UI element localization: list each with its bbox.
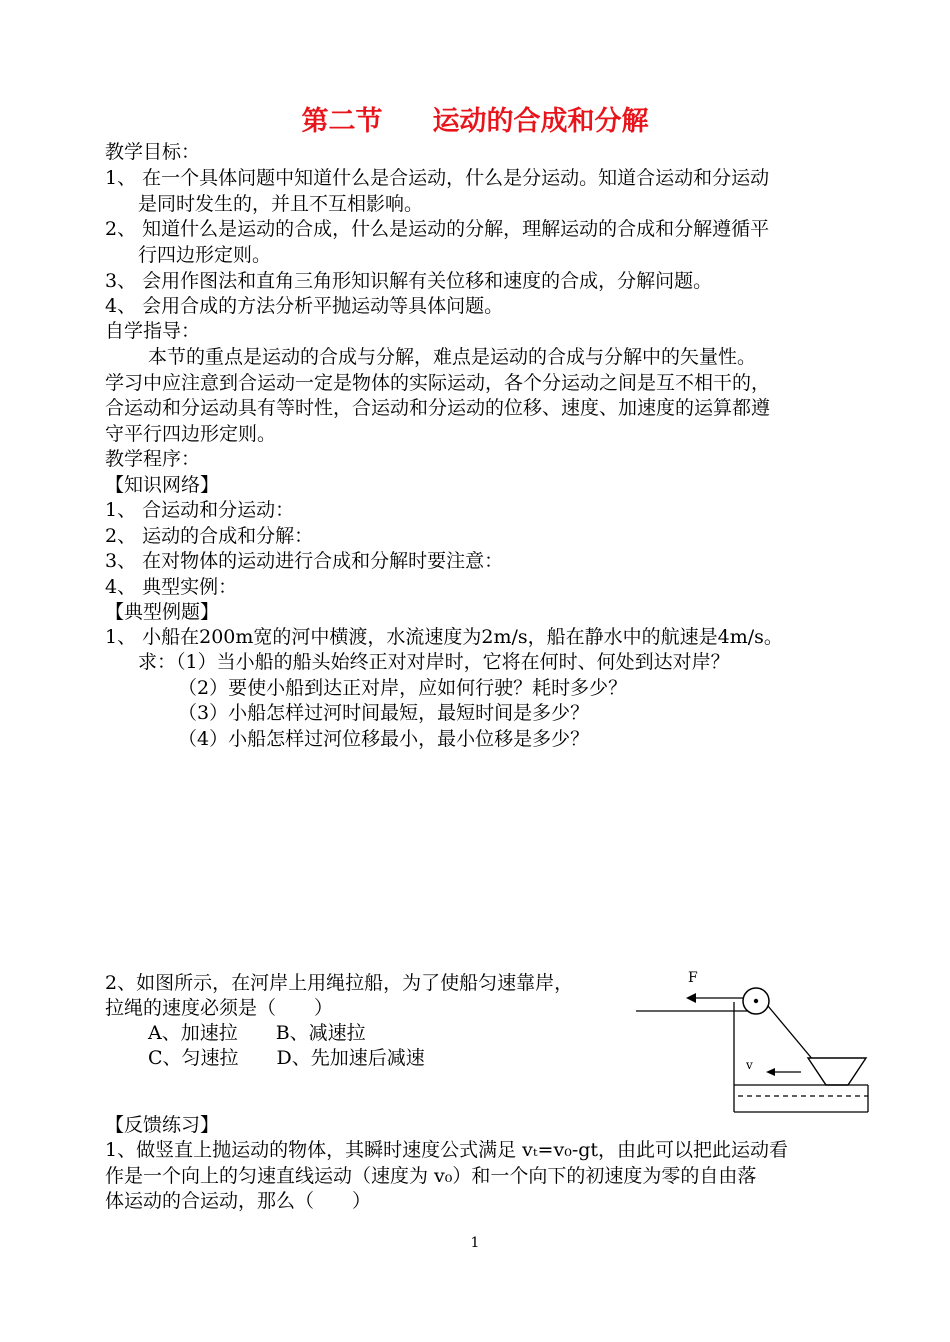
page-title xyxy=(0,104,950,140)
page-number: 1 xyxy=(470,1235,480,1251)
example-1: 1、 小船在200m宽的河中横渡，水流速度为2m/s，船在静水中的航速是4m/s。 xyxy=(105,626,783,648)
feedback-question-1: 1、做竖直上抛运动的物体，其瞬时速度公式满足 vₜ=v₀-gt，由此可以把此运动看 xyxy=(105,1139,789,1161)
objective-2: 2、 知道什么是运动的合成，什么是运动的分解，理解运动的合成和分解遵循平 xyxy=(105,218,770,240)
example-2-options-cd: C、匀速拉 D、先加速后减速 xyxy=(148,1047,425,1069)
section-title: 运动的合成和分解 xyxy=(432,106,649,137)
section-number: 第二节 xyxy=(301,106,383,137)
feedback-question-1-cont: 作是一个向上的匀速直线运动（速度为 v₀）和一个向下的初速度为零的自由落 xyxy=(105,1165,757,1187)
example-1-question-2: （2）要使小船到达正对岸，应如何行驶？耗时多少？ xyxy=(178,677,628,699)
guide-line-4: 守平行四边形定则。 xyxy=(105,423,277,445)
rope-boat-diagram xyxy=(636,962,876,1122)
guide-heading: 自学指导： xyxy=(105,320,201,342)
feedback-question-1-end: 体运动的合运动，那么（ ） xyxy=(105,1190,372,1212)
objectives-heading: 教学目标： xyxy=(105,141,201,163)
guide-line-2: 学习中应注意到合运动一定是物体的实际运动，各个分运动之间是互不相干的， xyxy=(105,372,771,394)
example-1-question-4: （4）小船怎样过河位移最小，最小位移是多少？ xyxy=(178,728,590,750)
objective-4: 4、 会用合成的方法分析平抛运动等具体问题。 xyxy=(105,295,504,317)
pulley-axle xyxy=(754,999,758,1003)
objective-1-cont: 是同时发生的，并且不互相影响。 xyxy=(138,193,424,215)
network-item-2: 2、 运动的合成和分解： xyxy=(105,525,314,547)
velocity-label: v xyxy=(746,1058,753,1072)
procedure-heading: 教学程序： xyxy=(105,448,201,470)
example-2-cont: 拉绳的速度必须是（ ） xyxy=(105,997,334,1019)
example-1-question-1: 求：（1）当小船的船头始终正对对岸时，它将在何时、何处到达对岸？ xyxy=(138,651,730,673)
force-arrow-head xyxy=(686,993,696,1003)
objective-1: 1、 在一个具体问题中知道什么是合运动，什么是分运动。知道合运动和分运动 xyxy=(105,167,770,189)
feedback-heading: 【反馈练习】 xyxy=(105,1114,220,1136)
objective-2-cont: 行四边形定则。 xyxy=(138,244,272,266)
example-1-question-3: （3）小船怎样过河时间最短，最短时间是多少？ xyxy=(178,702,590,724)
objective-3: 3、 会用作图法和直角三角形知识解有关位移和速度的合成，分解问题。 xyxy=(105,270,713,292)
network-heading: 【知识网络】 xyxy=(105,474,220,496)
guide-line-1: 本节的重点是运动的合成与分解，难点是运动的合成与分解中的矢量性。 xyxy=(148,346,757,368)
examples-heading: 【典型例题】 xyxy=(105,601,220,623)
network-item-1: 1、 合运动和分运动： xyxy=(105,499,295,521)
velocity-arrow-head xyxy=(766,1068,775,1076)
network-item-3: 3、 在对物体的运动进行合成和分解时要注意： xyxy=(105,550,504,572)
force-label: F xyxy=(688,970,698,986)
example-2: 2、如图所示，在河岸上用绳拉船，为了使船匀速靠岸， xyxy=(105,972,574,994)
network-item-4: 4、 典型实例： xyxy=(105,576,238,598)
guide-line-3: 合运动和分运动具有等时性，合运动和分运动的位移、速度、加速度的运算都遵 xyxy=(105,397,771,419)
example-2-options-ab: A、加速拉 B、减速拉 xyxy=(148,1022,366,1044)
boat xyxy=(808,1058,866,1085)
